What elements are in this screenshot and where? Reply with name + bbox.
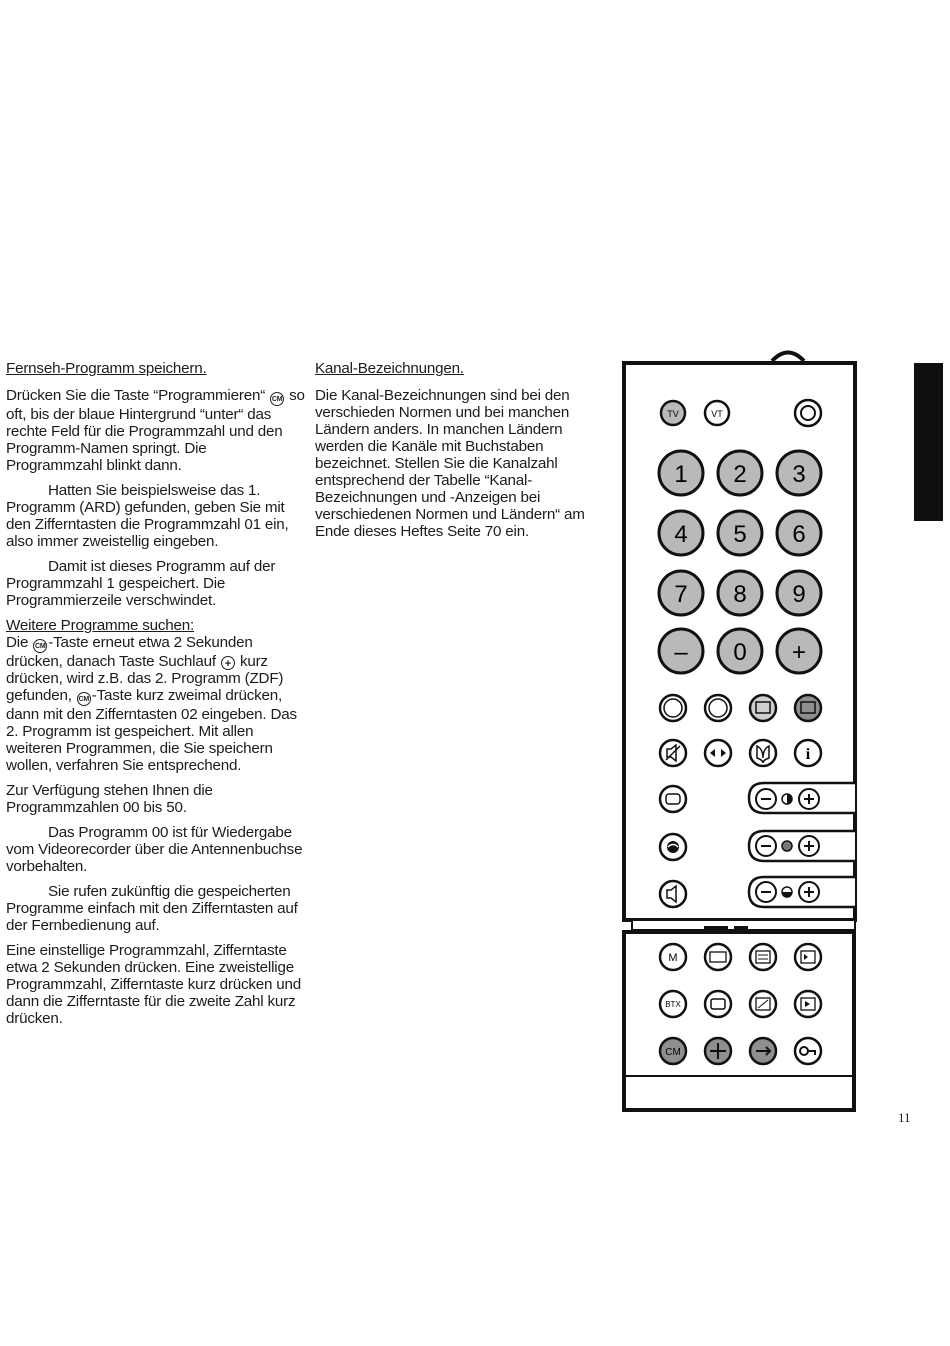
digit-button-0 xyxy=(718,629,762,673)
svg-text:–: – xyxy=(674,639,688,666)
block-weitere-programme xyxy=(6,617,306,774)
book-icon xyxy=(750,740,776,766)
digit-button-7 xyxy=(659,571,703,615)
digit-button-5 xyxy=(718,511,762,555)
svg-text:9: 9 xyxy=(792,581,806,608)
cross-arrows-icon xyxy=(705,1038,731,1064)
text-fragment: kurz drücken, wird z.B. das 2. Programm (ZDF) gefunden, xyxy=(6,653,284,704)
screen-icon xyxy=(705,991,731,1017)
info-icon xyxy=(795,740,821,766)
picture-mode-icon xyxy=(660,834,686,860)
svg-text:5: 5 xyxy=(733,521,747,548)
cm-button-icon: CM xyxy=(77,692,91,706)
reveal-icon xyxy=(750,991,776,1017)
plus-button xyxy=(777,629,821,673)
remote-control-illustration xyxy=(614,340,864,1120)
svg-text:4: 4 xyxy=(674,521,688,548)
search-plus-icon: + xyxy=(221,656,235,670)
digit-button-6 xyxy=(777,511,821,555)
digit-button-8 xyxy=(718,571,762,615)
brightness-rocker xyxy=(749,783,855,813)
digit-button-1 xyxy=(659,451,703,495)
power-button xyxy=(795,400,821,426)
text-fragment: Drücken Sie die Taste “Programmieren“ xyxy=(6,387,266,404)
text-fragment: Die xyxy=(6,634,29,651)
svg-text:M: M xyxy=(668,952,678,964)
heading-kanal-bezeichnungen: Kanal-Bezeichnungen. xyxy=(315,360,464,377)
chapter-tab-marker xyxy=(914,363,943,521)
text-fragment: -Taste kurz zweimal drücken, dann mit den Zifferntasten 02 eingeben. Das 2. Programm ist gespeichert. Mit allen weiteren Programmen, die Sie speichern wollen, verfahren Sie entsprechend. xyxy=(6,687,297,774)
page-list-icon xyxy=(750,944,776,970)
tv-button xyxy=(661,401,685,425)
minus-button xyxy=(659,629,703,673)
color-rocker xyxy=(749,831,855,861)
paragraph-kanal-bezeichnungen: Die Kanal-Bezeichnungen sind bei den verschieden Normen und bei manchen Ländern anders. In manchen Ländern werden die Kanäle mit Buchstaben bezeichnet. Stellen Sie die Kanalzahl entsprechend der Tabelle “Kanal-Bezeichnungen und -Anzeigen bei verschiedenen Normen und Ländern“ am Ende dieses Heftes Seite 70 ein. xyxy=(315,387,585,540)
svg-text:+: + xyxy=(791,639,807,666)
svg-text:i: i xyxy=(805,746,811,763)
tv-button-label: TV xyxy=(667,409,679,419)
paragraph-gespeichert: Damit ist dieses Programm auf der Programmzahl 1 gespeichert. Die Programmierzeile verschwindet. xyxy=(6,558,276,609)
page-number: 11 xyxy=(898,1110,911,1125)
digit-button-9 xyxy=(777,571,821,615)
vt-button xyxy=(705,401,729,425)
left-column xyxy=(6,360,306,1035)
svg-text:6: 6 xyxy=(792,521,806,548)
paragraph-programmieren xyxy=(6,387,306,474)
svg-text:BTX: BTX xyxy=(665,1000,681,1009)
hold-icon xyxy=(795,991,821,1017)
cm-button-icon: CM xyxy=(33,639,47,653)
vt-button-label: VT xyxy=(711,409,723,419)
svg-text:3: 3 xyxy=(792,461,806,488)
svg-text:1: 1 xyxy=(674,461,688,488)
cm-button-icon: CM xyxy=(270,392,284,406)
svg-text:7: 7 xyxy=(674,581,688,608)
heading-fernseh-programm: Fernseh-Programm speichern. xyxy=(6,360,207,377)
btx-button xyxy=(660,991,686,1017)
paragraph-aufrufen: Sie rufen zukünftig die gespeicherten Programme einfach mit den Zifferntasten auf der Fernbedienung auf. xyxy=(6,883,298,934)
svg-text:CM: CM xyxy=(665,1047,681,1058)
teletext-button-icon xyxy=(750,695,776,721)
teletext-mix-icon xyxy=(795,695,821,721)
text-fragment: -Taste erneut etwa 2 Sekunden drücken, danach Taste Suchlauf xyxy=(6,634,253,670)
white-button-1 xyxy=(660,695,686,721)
search-arrow-icon xyxy=(750,1038,776,1064)
screen-format-icon xyxy=(660,786,686,812)
paragraph-weitere-programme xyxy=(6,634,306,774)
index-button-icon xyxy=(705,944,731,970)
digit-button-4 xyxy=(659,511,703,555)
middle-column xyxy=(315,360,605,548)
key-icon xyxy=(795,1038,821,1064)
mute-icon xyxy=(660,740,686,766)
speaker-icon xyxy=(660,881,686,907)
text-fragment: so oft, bis der blaue Hintergrund “unter“ das rechte Feld für die Programmzahl und den Programm-Namen springt. Die Programmzahl blinkt dann. xyxy=(6,387,305,474)
page-forward-icon xyxy=(795,944,821,970)
paragraph-stellige-programmzahl: Eine einstellige Programmzahl, Zifferntaste etwa 2 Sekunden drücken. Eine zweistellige Programmzahl, Zifferntaste kurz drücken und dann die Zifferntaste für die zweite Zahl kurz drücken. xyxy=(6,942,302,1027)
swap-icon xyxy=(705,740,731,766)
svg-text:0: 0 xyxy=(733,639,747,666)
contrast-rocker xyxy=(749,877,855,907)
heading-weitere-programme: Weitere Programme suchen: xyxy=(6,617,195,634)
white-button-2 xyxy=(705,695,731,721)
svg-text:8: 8 xyxy=(733,581,747,608)
paragraph-videorecorder: Das Programm 00 ist für Wiedergabe vom Videorecorder über die Antennenbuchse vorbehalten. xyxy=(6,824,303,875)
digit-button-3 xyxy=(777,451,821,495)
paragraph-programmzahlen: Zur Verfügung stehen Ihnen die Programmzahlen 00 bis 50. xyxy=(6,782,213,816)
svg-text:2: 2 xyxy=(733,461,747,488)
digit-button-2 xyxy=(718,451,762,495)
cm-button xyxy=(660,1038,686,1064)
paragraph-ard-example: Hatten Sie beispielsweise das 1. Programm (ARD) gefunden, geben Sie mit den Zifferntasten die Programmzahl 01 ein, also immer zweistellig eingeben. xyxy=(6,482,289,550)
m-button xyxy=(660,944,686,970)
